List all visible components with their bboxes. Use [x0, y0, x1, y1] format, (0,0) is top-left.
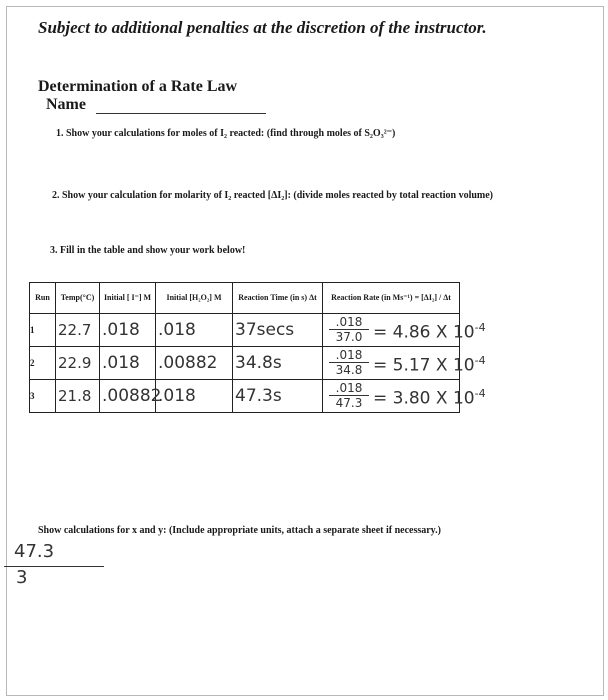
rate-value: = 4.86 X 10: [373, 322, 475, 343]
rate-exponent: -4: [474, 321, 486, 334]
peroxide-cell[interactable]: [156, 347, 233, 380]
rate-result: [373, 321, 486, 343]
temp-cell[interactable]: [56, 380, 100, 413]
time-cell[interactable]: [233, 314, 323, 347]
rate-cell[interactable]: [323, 347, 486, 380]
rate-data-table: [29, 282, 486, 413]
rate-value: = 3.80 X 10: [373, 388, 475, 409]
rate-result: [373, 354, 486, 376]
header-reaction-time: Reaction Time (in s) Δt: [233, 283, 323, 314]
rate-exponent: -4: [474, 387, 486, 400]
question-2: 2. Show your calculation for molarity of I₂ reacted [ΔI₂]: (divide moles reacted by total reaction volume): [52, 190, 494, 201]
run-number: 2: [30, 347, 56, 380]
worksheet-title: Determination of a Rate Law: [38, 78, 238, 95]
run-number: 3: [30, 380, 56, 413]
rate-cell[interactable]: [323, 380, 486, 413]
iodide-cell[interactable]: [100, 314, 156, 347]
rate-fraction: [329, 349, 369, 377]
rate-numerator: .018: [329, 316, 369, 330]
peroxide-value: .018: [158, 386, 196, 406]
rate-denominator: 34.8: [335, 363, 363, 377]
run-number: 1: [30, 314, 56, 347]
time-value: 34.8s: [235, 353, 282, 373]
rate-cell[interactable]: [323, 314, 486, 347]
peroxide-value: .018: [158, 320, 196, 340]
rate-denominator: 37.0: [335, 330, 363, 344]
table-header-row: [30, 283, 460, 314]
time-cell[interactable]: [233, 380, 323, 413]
time-value: 37secs: [235, 320, 295, 340]
penalty-notice: Subject to additional penalties at the discretion of the instructor.: [38, 18, 487, 37]
iodide-value: .00882: [102, 386, 162, 406]
time-value: 47.3s: [235, 386, 282, 406]
temp-cell[interactable]: [56, 347, 100, 380]
rate-fraction: [329, 316, 369, 344]
iodide-cell[interactable]: [100, 347, 156, 380]
table-row: [30, 380, 460, 413]
time-cell[interactable]: [233, 347, 323, 380]
iodide-value: .018: [102, 353, 140, 373]
peroxide-cell[interactable]: [156, 314, 233, 347]
header-reaction-rate: Reaction Rate (in Ms⁻¹) = [ΔI₂] / Δt: [323, 283, 460, 314]
rate-result: [373, 387, 486, 409]
rate-value: = 5.17 X 10: [373, 355, 475, 376]
iodide-cell[interactable]: [100, 380, 162, 413]
rate-fraction: [329, 382, 369, 410]
header-run: Run: [30, 283, 56, 314]
name-field-line[interactable]: [96, 113, 266, 114]
question-1: 1. Show your calculations for moles of I₂ reacted: (find through moles of S₂O₃²⁻): [56, 128, 396, 139]
peroxide-cell[interactable]: [156, 380, 233, 413]
iodide-value: .018: [102, 320, 140, 340]
name-label: Name: [46, 96, 86, 113]
header-initial-peroxide: Initial [H₂O₂] M: [156, 283, 233, 314]
rate-exponent: -4: [474, 354, 486, 367]
temp-cell[interactable]: [56, 314, 100, 347]
rate-denominator: 47.3: [335, 396, 363, 410]
rate-numerator: .018: [329, 382, 369, 396]
table-row: [30, 347, 460, 380]
header-initial-iodide: Initial [ I⁻] M: [100, 283, 156, 314]
temp-value: 22.9: [58, 353, 92, 372]
temp-value: 21.8: [58, 386, 92, 405]
peroxide-value: .00882: [158, 353, 218, 373]
header-temp: Temp(°C): [56, 283, 100, 314]
table-row: [30, 314, 460, 347]
question-3: 3. Fill in the table and show your work below!: [50, 245, 246, 256]
work-numerator: 47.3: [14, 541, 55, 562]
xy-calculation-prompt: Show calculations for x and y: (Include appropriate units, attach a separate sheet if necessary.): [38, 525, 441, 536]
temp-value: 22.7: [58, 320, 92, 339]
work-denominator: 3: [16, 567, 28, 588]
rate-numerator: .018: [329, 349, 369, 363]
